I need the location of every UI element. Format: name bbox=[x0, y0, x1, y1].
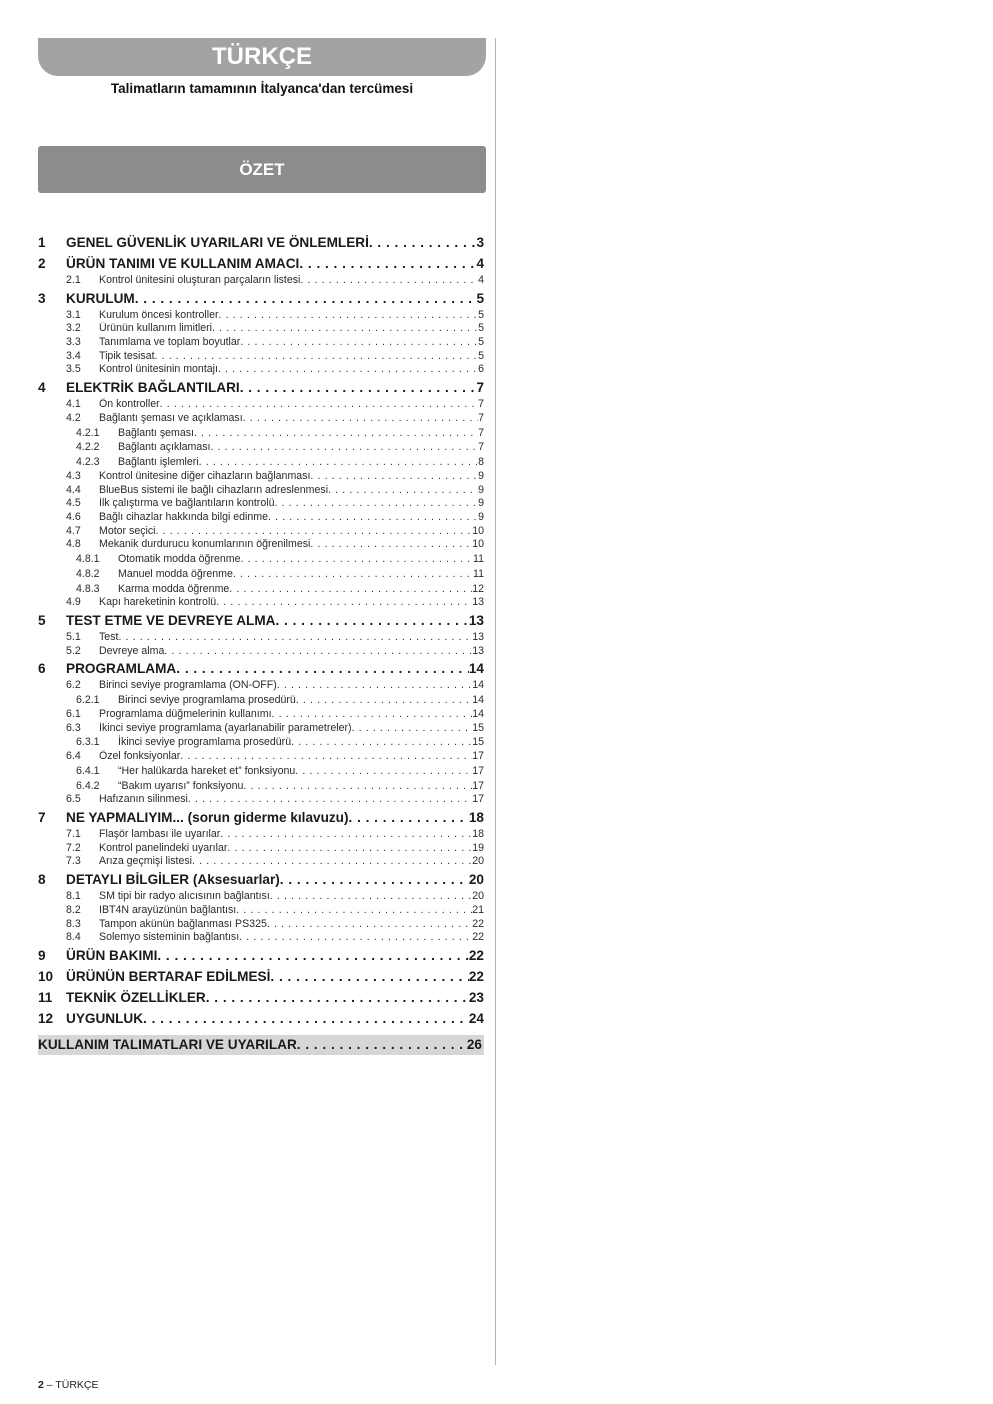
toc-entry-page: 5 bbox=[478, 322, 484, 335]
toc-entry-leader bbox=[233, 567, 473, 582]
toc-entry-title: Otomatik modda öğrenme bbox=[118, 553, 241, 566]
toc-entry-number: 6.3.1 bbox=[76, 736, 100, 749]
toc-entry-page: 13 bbox=[472, 596, 484, 609]
toc-entry-page: 23 bbox=[468, 989, 484, 1005]
toc-entry-leader bbox=[135, 289, 477, 309]
toc-entry-leader bbox=[352, 722, 473, 736]
toc-entry-leader bbox=[297, 1035, 467, 1055]
toc-entry-number: 5.1 bbox=[66, 631, 81, 644]
toc-entry-level-2[interactable] bbox=[38, 596, 484, 610]
toc-entry-level-2[interactable] bbox=[38, 890, 484, 904]
toc-entry-level-1[interactable] bbox=[38, 611, 484, 631]
summary-banner: ÖZET bbox=[38, 146, 486, 193]
toc-entry-page: 6 bbox=[478, 363, 484, 376]
toc-entry-level-2[interactable] bbox=[38, 904, 484, 918]
toc-entry-page: 5 bbox=[478, 308, 484, 321]
toc-entry-leader bbox=[268, 511, 478, 525]
toc-entry-title: Kapı hareketinin kontrolü bbox=[99, 596, 217, 609]
toc-entry-title: IBT4N arayüzünün bağlantısı bbox=[99, 903, 237, 916]
toc-entry-page: 4 bbox=[476, 256, 484, 271]
toc-entry-number: 6.3 bbox=[66, 721, 81, 734]
toc-entry-number: 4.8.2 bbox=[76, 567, 100, 580]
toc-entry-leader bbox=[328, 484, 478, 498]
toc-entry-level-1[interactable] bbox=[38, 808, 484, 828]
toc-entry-title: Kurulum öncesi kontroller bbox=[99, 308, 219, 321]
footer-page-number: 2 bbox=[38, 1379, 44, 1391]
toc-entry-number: 4.5 bbox=[66, 497, 81, 510]
toc-entry-title: Bağlantı işlemleri bbox=[118, 456, 199, 469]
toc-entry-leader bbox=[155, 350, 479, 364]
toc-entry-number: 12 bbox=[38, 1010, 54, 1026]
toc-entry-leader bbox=[243, 779, 472, 794]
toc-entry-leader bbox=[270, 890, 472, 904]
toc-entry-level-1[interactable] bbox=[38, 946, 484, 966]
toc-entry-number: 2 bbox=[38, 256, 46, 271]
toc-entry-number: 10 bbox=[38, 968, 54, 984]
toc-entry-level-2[interactable] bbox=[38, 538, 484, 552]
toc-entry-title: Ürünün kullanım limitleri bbox=[99, 322, 213, 335]
toc-entry-level-1[interactable] bbox=[38, 233, 484, 253]
toc-entry-page: 7 bbox=[478, 426, 484, 439]
toc-entry-number: 8.2 bbox=[66, 903, 81, 916]
toc-entry-title: Bağlantı şeması bbox=[118, 426, 194, 439]
toc-entry-page: 20 bbox=[472, 855, 484, 868]
toc-entry-leader bbox=[199, 455, 478, 470]
toc-entry-leader bbox=[243, 412, 478, 426]
toc-entry-title: Mekanik durdurucu konumlarının öğrenilmesi bbox=[99, 538, 311, 551]
toc-entry-leader bbox=[239, 931, 472, 945]
toc-entry-title: Karma modda öğrenme bbox=[118, 582, 230, 595]
toc-entry-leader bbox=[240, 336, 478, 350]
toc-entry-leader bbox=[270, 967, 468, 987]
toc-entry-title: SM tipi bir radyo alıcısının bağlantısı bbox=[99, 890, 270, 903]
toc-entry-number: 2.1 bbox=[66, 274, 81, 286]
toc-entry-level-3[interactable] bbox=[38, 426, 484, 441]
toc-entry-level-2[interactable] bbox=[38, 722, 484, 736]
language-banner: TÜRKÇE bbox=[38, 38, 486, 76]
toc-entry-page: 9 bbox=[478, 497, 484, 510]
toc-entry-number: 5.2 bbox=[66, 644, 81, 657]
toc-entry-page: 3 bbox=[476, 235, 484, 250]
toc-entry-level-1[interactable] bbox=[38, 659, 484, 679]
toc-entry-number: 7.2 bbox=[66, 841, 81, 854]
toc-entry-title: “Her halükarda hareket et” fonksiyonu bbox=[118, 764, 296, 777]
toc-entry-title: NE YAPMALIYIM... (sorun giderme kılavuzu) bbox=[66, 810, 349, 826]
page-footer bbox=[38, 1379, 99, 1391]
toc-entry-page: 9 bbox=[478, 510, 484, 523]
toc-entry-page: 9 bbox=[478, 483, 484, 496]
toc-entry-number: 1 bbox=[38, 235, 46, 250]
toc-entry-leader bbox=[299, 254, 476, 274]
toc-entry-level-2[interactable] bbox=[38, 631, 484, 645]
toc-entry-number: 4.3 bbox=[66, 469, 81, 482]
toc-entry-title: Kontrol ünitesini oluşturan parçaların listesi bbox=[99, 274, 301, 286]
toc-entry-page: 14 bbox=[472, 707, 484, 720]
toc-entry-number: 4.2.2 bbox=[76, 441, 100, 454]
toc-entry-level-3[interactable] bbox=[38, 582, 484, 597]
toc-entry-page: 18 bbox=[468, 810, 484, 826]
toc-entry-level-2[interactable] bbox=[38, 511, 484, 525]
toc-entry-page: 18 bbox=[472, 828, 484, 841]
toc-entry-leader bbox=[300, 274, 478, 288]
toc-entry-level-2[interactable] bbox=[38, 855, 484, 869]
toc-entry-level-1[interactable] bbox=[38, 988, 484, 1008]
toc-entry-page: 5 bbox=[478, 336, 484, 349]
toc-entry-page: 11 bbox=[473, 567, 484, 580]
toc-entry-title: Kontrol ünitesine diğer cihazların bağlanması bbox=[99, 469, 311, 482]
toc-entry-title: TEKNİK ÖZELLİKLER bbox=[66, 989, 206, 1005]
toc-entry-title: Motor seçici bbox=[99, 524, 156, 537]
toc-entry-title: İlk çalıştırma ve bağlantıların kontrolü bbox=[99, 497, 275, 510]
toc-entry-number: 11 bbox=[38, 989, 53, 1005]
toc-entry-level-2[interactable] bbox=[38, 322, 484, 336]
toc-entry-level-3[interactable] bbox=[38, 764, 484, 779]
toc-entry-title: “Bakım uyarısı” fonksiyonu bbox=[118, 779, 244, 792]
toc-entry-title: TEST ETME VE DEVREYE ALMA bbox=[66, 613, 276, 629]
toc-entry-level-2[interactable] bbox=[38, 336, 484, 350]
toc-entry-page: 22 bbox=[468, 968, 484, 984]
toc-entry-page: 10 bbox=[472, 524, 484, 537]
toc-entry-page: 11 bbox=[473, 553, 484, 566]
toc-entry-leader bbox=[188, 793, 472, 807]
toc-entry-title: Manuel modda öğrenme bbox=[118, 567, 233, 580]
toc-entry-number: 6.2.1 bbox=[76, 694, 100, 707]
footer-separator: – bbox=[43, 1379, 56, 1391]
toc-entry-user-instructions[interactable] bbox=[38, 1035, 484, 1055]
toc-entry-level-3[interactable] bbox=[38, 693, 484, 708]
toc-entry-leader bbox=[280, 870, 469, 890]
toc-entry-title: Birinci seviye programlama prosedürü bbox=[118, 694, 296, 707]
toc-entry-title: Tanımlama ve toplam boyutlar bbox=[99, 336, 241, 349]
toc-entry-title: UYGUNLUK bbox=[66, 1010, 144, 1026]
toc-entry-leader bbox=[349, 808, 469, 828]
toc-entry-number: 3.2 bbox=[66, 322, 81, 335]
toc-entry-number: 4.7 bbox=[66, 524, 81, 537]
toc-entry-title: Bağlantı şeması ve açıklaması bbox=[99, 411, 243, 424]
table-of-contents bbox=[38, 232, 484, 1055]
toc-entry-number: 3.4 bbox=[66, 349, 81, 362]
toc-entry-title: Arıza geçmişi listesi bbox=[99, 855, 193, 868]
toc-entry-number: 8 bbox=[38, 872, 46, 888]
toc-entry-number: 8.1 bbox=[66, 890, 81, 903]
toc-entry-page: 17 bbox=[472, 764, 484, 777]
toc-entry-leader bbox=[296, 693, 472, 708]
toc-entry-number: 4.2.3 bbox=[76, 456, 100, 469]
toc-entry-leader bbox=[220, 828, 472, 842]
toc-entry-number: 6.1 bbox=[66, 707, 81, 720]
toc-entry-leader bbox=[206, 988, 469, 1008]
toc-entry-page: 17 bbox=[472, 750, 484, 763]
toc-entry-number: 6.4 bbox=[66, 750, 81, 763]
toc-entry-page: 26 bbox=[466, 1036, 482, 1052]
toc-entry-leader bbox=[236, 904, 472, 918]
toc-entry-title: Programlama düğmelerinin kullanımı bbox=[99, 707, 272, 720]
toc-entry-level-2[interactable] bbox=[38, 645, 484, 659]
toc-entry-number: 6 bbox=[38, 661, 46, 677]
toc-entry-page: 9 bbox=[478, 469, 484, 482]
toc-entry-number: 8.4 bbox=[66, 931, 81, 944]
toc-entry-title: ÜRÜN TANIMI VE KULLANIM AMACI bbox=[66, 256, 300, 271]
toc-entry-page: 4 bbox=[478, 274, 484, 286]
toc-entry-level-3[interactable] bbox=[38, 552, 484, 567]
toc-entry-page: 17 bbox=[472, 793, 484, 806]
toc-entry-number: 4.2 bbox=[66, 411, 81, 424]
toc-entry-leader bbox=[310, 538, 472, 552]
toc-entry-level-3[interactable] bbox=[38, 567, 484, 582]
toc-entry-leader bbox=[219, 309, 479, 323]
toc-entry-level-2[interactable] bbox=[38, 918, 484, 932]
toc-entry-number: 4.4 bbox=[66, 483, 81, 496]
toc-entry-page: 22 bbox=[468, 947, 484, 963]
toc-entry-page: 21 bbox=[472, 903, 484, 916]
toc-entry-number: 4 bbox=[38, 380, 46, 396]
toc-entry-leader bbox=[218, 363, 478, 377]
toc-entry-page: 14 bbox=[472, 679, 484, 692]
toc-entry-leader bbox=[180, 750, 472, 764]
toc-entry-leader bbox=[267, 918, 472, 932]
toc-entry-page: 7 bbox=[478, 411, 484, 424]
toc-entry-level-2[interactable] bbox=[38, 398, 484, 412]
toc-entry-page: 7 bbox=[478, 398, 484, 411]
toc-entry-number: 4.9 bbox=[66, 596, 81, 609]
toc-entry-page: 10 bbox=[472, 538, 484, 551]
toc-entry-level-2[interactable] bbox=[38, 679, 484, 693]
toc-entry-leader bbox=[192, 855, 472, 869]
toc-entry-leader bbox=[274, 497, 478, 511]
toc-entry-leader bbox=[118, 631, 472, 645]
toc-entry-title: İkinci seviye programlama (ayarlanabilir parametreler) bbox=[99, 721, 352, 734]
toc-entry-page: 5 bbox=[476, 290, 484, 306]
toc-entry-title: PROGRAMLAMA bbox=[66, 661, 177, 677]
toc-entry-page: 5 bbox=[478, 349, 484, 362]
toc-entry-title: ELEKTRİK BAĞLANTILARI bbox=[66, 380, 240, 396]
toc-entry-page: 7 bbox=[476, 380, 484, 396]
toc-entry-page: 14 bbox=[472, 694, 484, 707]
toc-entry-number: 4.6 bbox=[66, 510, 81, 523]
toc-entry-leader bbox=[291, 735, 472, 750]
toc-entry-number: 4.8 bbox=[66, 538, 81, 551]
toc-entry-level-2[interactable] bbox=[38, 828, 484, 842]
toc-entry-number: 7.3 bbox=[66, 855, 81, 868]
toc-entry-page: 22 bbox=[472, 931, 484, 944]
toc-entry-level-3[interactable] bbox=[38, 455, 484, 470]
toc-entry-title: Ön kontroller bbox=[99, 398, 160, 411]
toc-entry-title: ÜRÜNÜN BERTARAF EDİLMESİ bbox=[66, 968, 271, 984]
toc-entry-leader bbox=[156, 525, 473, 539]
toc-entry-title: Kontrol ünitesinin montajı bbox=[99, 363, 218, 376]
toc-entry-level-3[interactable] bbox=[38, 779, 484, 794]
toc-entry-number: 4.8.3 bbox=[76, 582, 100, 595]
toc-entry-level-2[interactable] bbox=[38, 274, 484, 288]
translation-subtitle: Talimatların tamamının İtalyanca'dan tercümesi bbox=[110, 81, 414, 96]
toc-entry-leader bbox=[210, 440, 478, 455]
toc-entry-page: 15 bbox=[472, 721, 484, 734]
toc-entry-title: GENEL GÜVENLİK UYARILARI VE ÖNLEMLERİ bbox=[66, 235, 369, 250]
toc-entry-title: Flaşör lambası ile uyarılar bbox=[99, 828, 221, 841]
toc-entry-page: 22 bbox=[472, 917, 484, 930]
toc-entry-leader bbox=[369, 233, 477, 253]
toc-entry-number: 3.1 bbox=[66, 308, 81, 321]
toc-entry-level-2[interactable] bbox=[38, 470, 484, 484]
toc-entry-leader bbox=[160, 398, 478, 412]
toc-entry-title: Hafızanın silinmesi bbox=[99, 793, 188, 806]
toc-entry-title: Devreye alma bbox=[99, 644, 165, 657]
toc-entry-level-2[interactable] bbox=[38, 708, 484, 722]
toc-entry-title: Kontrol panelindeki uyarılar bbox=[99, 841, 228, 854]
toc-entry-number: 4.2.1 bbox=[76, 426, 100, 439]
toc-entry-level-2[interactable] bbox=[38, 350, 484, 364]
toc-entry-title: KULLANIM TALIMATLARI VE UYARILAR bbox=[38, 1036, 297, 1052]
toc-entry-leader bbox=[240, 378, 477, 398]
toc-entry-level-1[interactable] bbox=[38, 254, 484, 274]
toc-entry-leader bbox=[275, 611, 468, 631]
toc-entry-number: 7.1 bbox=[66, 828, 81, 841]
toc-entry-leader bbox=[227, 842, 472, 856]
toc-entry-title: Birinci seviye programlama (ON-OFF) bbox=[99, 679, 277, 692]
toc-entry-level-1[interactable] bbox=[38, 378, 484, 398]
toc-entry-leader bbox=[310, 470, 478, 484]
toc-entry-leader bbox=[216, 596, 472, 610]
toc-entry-level-2[interactable] bbox=[38, 484, 484, 498]
toc-entry-title: Tampon akünün bağlanması PS325 bbox=[99, 917, 267, 930]
toc-entry-page: 12 bbox=[472, 582, 484, 595]
toc-entry-level-1[interactable] bbox=[38, 1009, 484, 1029]
toc-entry-level-2[interactable] bbox=[38, 497, 484, 511]
toc-entry-level-2[interactable] bbox=[38, 363, 484, 377]
toc-entry-leader bbox=[277, 679, 472, 693]
toc-entry-level-1[interactable] bbox=[38, 289, 484, 309]
toc-entry-leader bbox=[157, 946, 469, 966]
toc-entry-page: 15 bbox=[472, 736, 484, 749]
toc-entry-page: 20 bbox=[468, 872, 484, 888]
toc-entry-title: Bağlı cihazlar hakkında bilgi edinme bbox=[99, 510, 269, 523]
toc-entry-leader bbox=[164, 645, 472, 659]
toc-entry-title: Test bbox=[99, 631, 119, 644]
toc-entry-title: Solemyo sisteminin bağlantısı bbox=[99, 931, 240, 944]
toc-entry-level-2[interactable] bbox=[38, 793, 484, 807]
toc-entry-number: 8.3 bbox=[66, 917, 81, 930]
toc-entry-page: 14 bbox=[468, 661, 484, 677]
toc-entry-page: 13 bbox=[472, 631, 484, 644]
toc-entry-page: 24 bbox=[468, 1010, 484, 1026]
toc-entry-page: 13 bbox=[472, 644, 484, 657]
column-divider bbox=[495, 38, 496, 1365]
toc-entry-level-3[interactable] bbox=[38, 440, 484, 455]
toc-entry-number: 9 bbox=[38, 947, 46, 963]
toc-entry-leader bbox=[176, 659, 469, 679]
toc-entry-level-1[interactable] bbox=[38, 870, 484, 890]
toc-entry-level-2[interactable] bbox=[38, 309, 484, 323]
footer-language: TÜRKÇE bbox=[55, 1379, 99, 1391]
toc-entry-number: 5 bbox=[38, 613, 46, 629]
toc-entry-title: Tipik tesisat bbox=[99, 349, 155, 362]
toc-entry-title: DETAYLI BİLGİLER (Aksesuarlar) bbox=[66, 872, 280, 888]
toc-entry-number: 3 bbox=[38, 290, 46, 306]
toc-entry-number: 7 bbox=[38, 810, 46, 826]
toc-entry-number: 3.3 bbox=[66, 336, 81, 349]
toc-entry-number: 6.4.1 bbox=[76, 764, 100, 777]
toc-entry-leader bbox=[229, 582, 472, 597]
toc-entry-title: Bağlantı açıklaması bbox=[118, 441, 211, 454]
toc-entry-leader bbox=[212, 322, 478, 336]
toc-entry-page: 17 bbox=[472, 779, 484, 792]
toc-entry-level-2[interactable] bbox=[38, 750, 484, 764]
toc-entry-level-2[interactable] bbox=[38, 842, 484, 856]
toc-entry-level-2[interactable] bbox=[38, 931, 484, 945]
toc-entry-leader bbox=[240, 552, 473, 567]
toc-entry-page: 7 bbox=[478, 441, 484, 454]
toc-entry-title: KURULUM bbox=[66, 290, 135, 306]
toc-entry-level-2[interactable] bbox=[38, 525, 484, 539]
toc-entry-number: 3.5 bbox=[66, 363, 81, 376]
toc-entry-title: ÜRÜN BAKIMI bbox=[66, 947, 158, 963]
toc-entry-level-1[interactable] bbox=[38, 967, 484, 987]
toc-entry-leader bbox=[272, 708, 473, 722]
toc-entry-title: İkinci seviye programlama prosedürü bbox=[118, 736, 292, 749]
toc-entry-page: 8 bbox=[478, 456, 484, 469]
toc-entry-title: BlueBus sistemi ile bağlı cihazların adreslenmesi bbox=[99, 483, 329, 496]
toc-entry-page: 13 bbox=[468, 613, 484, 629]
toc-entry-level-3[interactable] bbox=[38, 735, 484, 750]
toc-entry-number: 6.2 bbox=[66, 679, 81, 692]
toc-entry-number: 6.5 bbox=[66, 793, 81, 806]
toc-entry-number: 4.1 bbox=[66, 398, 81, 411]
toc-entry-page: 19 bbox=[472, 841, 484, 854]
toc-entry-title: Özel fonksiyonlar bbox=[99, 750, 181, 763]
toc-entry-number: 4.8.1 bbox=[76, 553, 100, 566]
toc-entry-page: 20 bbox=[472, 890, 484, 903]
toc-entry-level-2[interactable] bbox=[38, 412, 484, 426]
toc-entry-leader bbox=[295, 764, 472, 779]
toc-entry-leader bbox=[143, 1009, 469, 1029]
toc-entry-leader bbox=[194, 426, 478, 441]
toc-entry-number: 6.4.2 bbox=[76, 779, 100, 792]
